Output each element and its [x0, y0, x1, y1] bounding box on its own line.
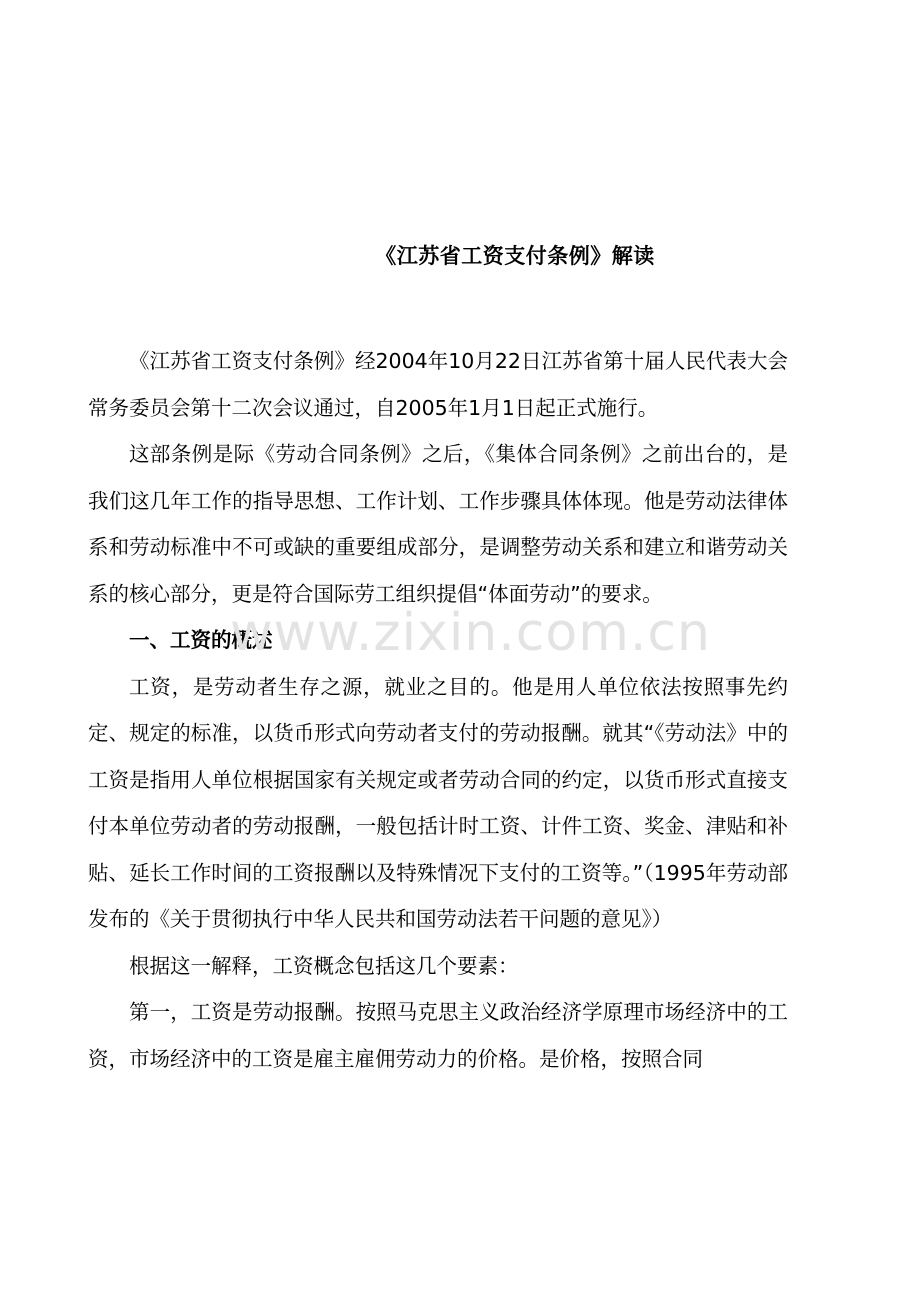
- document-title: 《江苏省工资支付条例》解读: [375, 244, 655, 268]
- paragraph-significance: 这部条例是际《劳动合同条例》之后，《集体合同条例》之前出台的，是我们这几年工作的指导思想、工作计划、工作步骤具体体现。他是劳动法律体系和劳动标准中不可或缺的重要组成部分，是调整劳动关系和建立和谐劳动关系的核心部分，更是符合国际劳工组织提倡“体面劳动”的要求。: [88, 442, 788, 606]
- paragraph-wage-definition: 工资，是劳动者生存之源，就业之目的。他是用人单位依法按照事先约定、规定的标准，以货币形式向劳动者支付的劳动报酬。就其“《劳动法》中的工资是指用人单位根据国家有关规定或者劳动合同的约定，以货币形式直接支付本单位劳动者的劳动报酬，一般包括计时工资、计件工资、奖金、津贴和补贴、延长工作时间的工资报酬以及特殊情况下支付的工资等。”（1995年劳动部发布的《关于贯彻执行中华人民共和国劳动法若干问题的意见》）: [88, 674, 788, 931]
- paragraph-enactment: 《江苏省工资支付条例》经2004年10月22日江苏省第十届人民代表大会常务委员会第十二次会议通过，自2005年1月1日起正式施行。: [88, 349, 788, 420]
- watermark: www.zixin.com.cn: [230, 603, 711, 663]
- document-body: [88, 338, 788, 1082]
- paragraph-element-first: 第一，工资是劳动报酬。按照马克思主义政治经济学原理市场经济中的工资，市场经济中的工资是雇主雇佣劳动力的价格。是价格，按照合同: [88, 1000, 788, 1071]
- section-heading-wage-overview: 一、工资的概述: [129, 628, 273, 652]
- paragraph-elements-intro: 根据这一解释，工资概念包括这几个要素：: [129, 953, 519, 978]
